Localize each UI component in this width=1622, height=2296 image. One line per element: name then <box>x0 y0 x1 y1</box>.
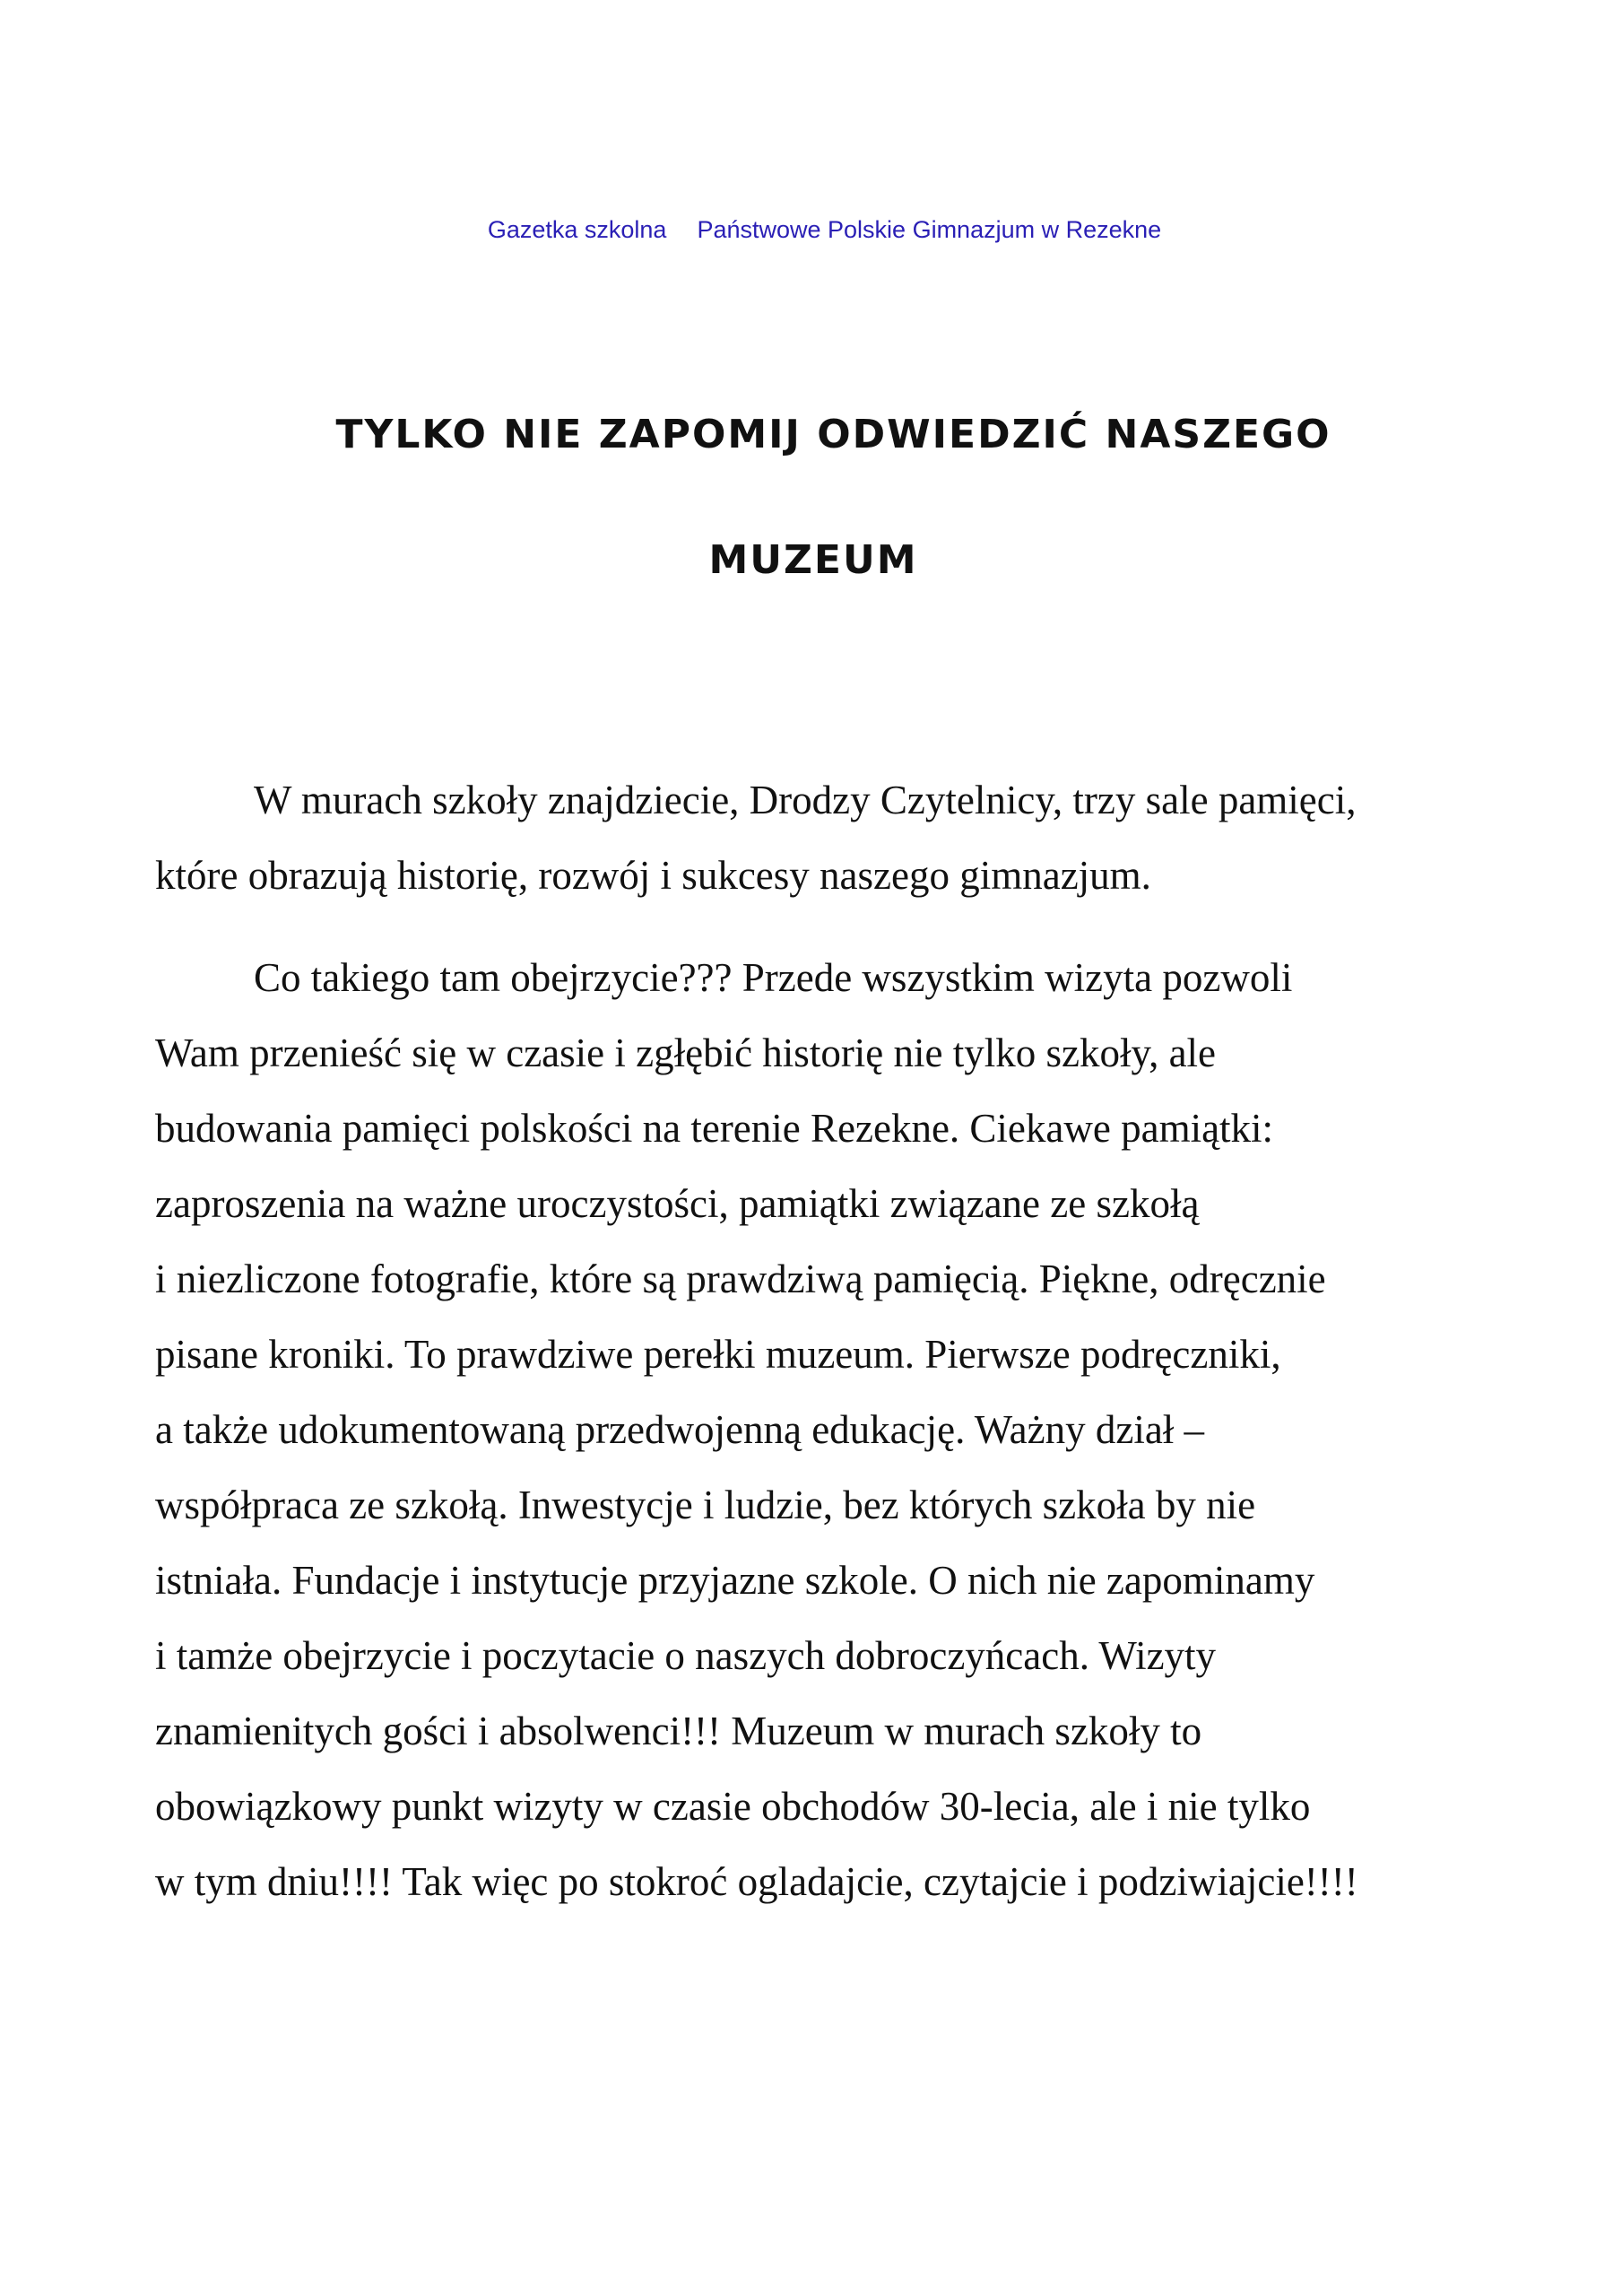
paragraph-line: Wam przenieść się w czasie i zgłębić historię nie tylko szkoły, ale <box>155 1031 1217 1075</box>
paragraph-line: W murach szkoły znajdziecie, Drodzy Czytelnicy, trzy sale pamięci, <box>254 778 1357 822</box>
page-header <box>0 188 1622 272</box>
paragraph-line: zaproszenia na ważne uroczystości, pamiątki związane ze szkołą <box>155 1181 1200 1226</box>
paragraph-line: które obrazują historię, rozwój i sukcesy naszego gimnazjum. <box>155 853 1151 898</box>
newsletter-name: Gazetka szkolna <box>487 216 667 243</box>
article-title <box>0 372 1622 623</box>
paragraph-line: i tamże obejrzycie i poczytacie o naszych dobroczyńcach. Wizyty <box>155 1633 1217 1678</box>
paragraph-line: budowania pamięci polskości na terenie Rezekne. Ciekawe pamiątki: <box>155 1106 1274 1151</box>
paragraph-2 <box>155 940 1482 1919</box>
paragraph-1 <box>155 762 1482 913</box>
title-line-2: MUZEUM <box>708 537 918 583</box>
paragraph-line: a także udokumentowaną przedwojenną edukację. Ważny dział – <box>155 1407 1205 1452</box>
article-body <box>155 762 1482 1946</box>
paragraph-line: znamienitych gości i absolwenci!!! Muzeum w murach szkoły to <box>155 1709 1202 1753</box>
paragraph-line: obowiązkowy punkt wizyty w czasie obchodów 30-lecia, ale i nie tylko <box>155 1784 1311 1829</box>
paragraph-line: pisane kroniki. To prawdziwe perełki muzeum. Pierwsze podręczniki, <box>155 1332 1281 1377</box>
paragraph-line: Co takiego tam obejrzycie??? Przede wszystkim wizyta pozwoli <box>254 955 1293 1000</box>
title-line-1: TYLKO NIE ZAPOMIJ ODWIEDZIĆ NASZEGO <box>335 412 1331 457</box>
paragraph-line: istniała. Fundacje i instytucje przyjazne szkole. O nich nie zapominamy <box>155 1558 1315 1603</box>
paragraph-line: w tym dniu!!!! Tak więc po stokroć ogladajcie, czytajcie i podziwiajcie!!!! <box>155 1859 1358 1904</box>
paragraph-line: współpraca ze szkołą. Inwestycje i ludzie, bez których szkoła by nie <box>155 1483 1256 1527</box>
school-name: Państwowe Polskie Gimnazjum w Rezekne <box>697 216 1162 243</box>
paragraph-line: i niezliczone fotografie, które są prawdziwą pamięcią. Piękne, odręcznie <box>155 1257 1326 1301</box>
